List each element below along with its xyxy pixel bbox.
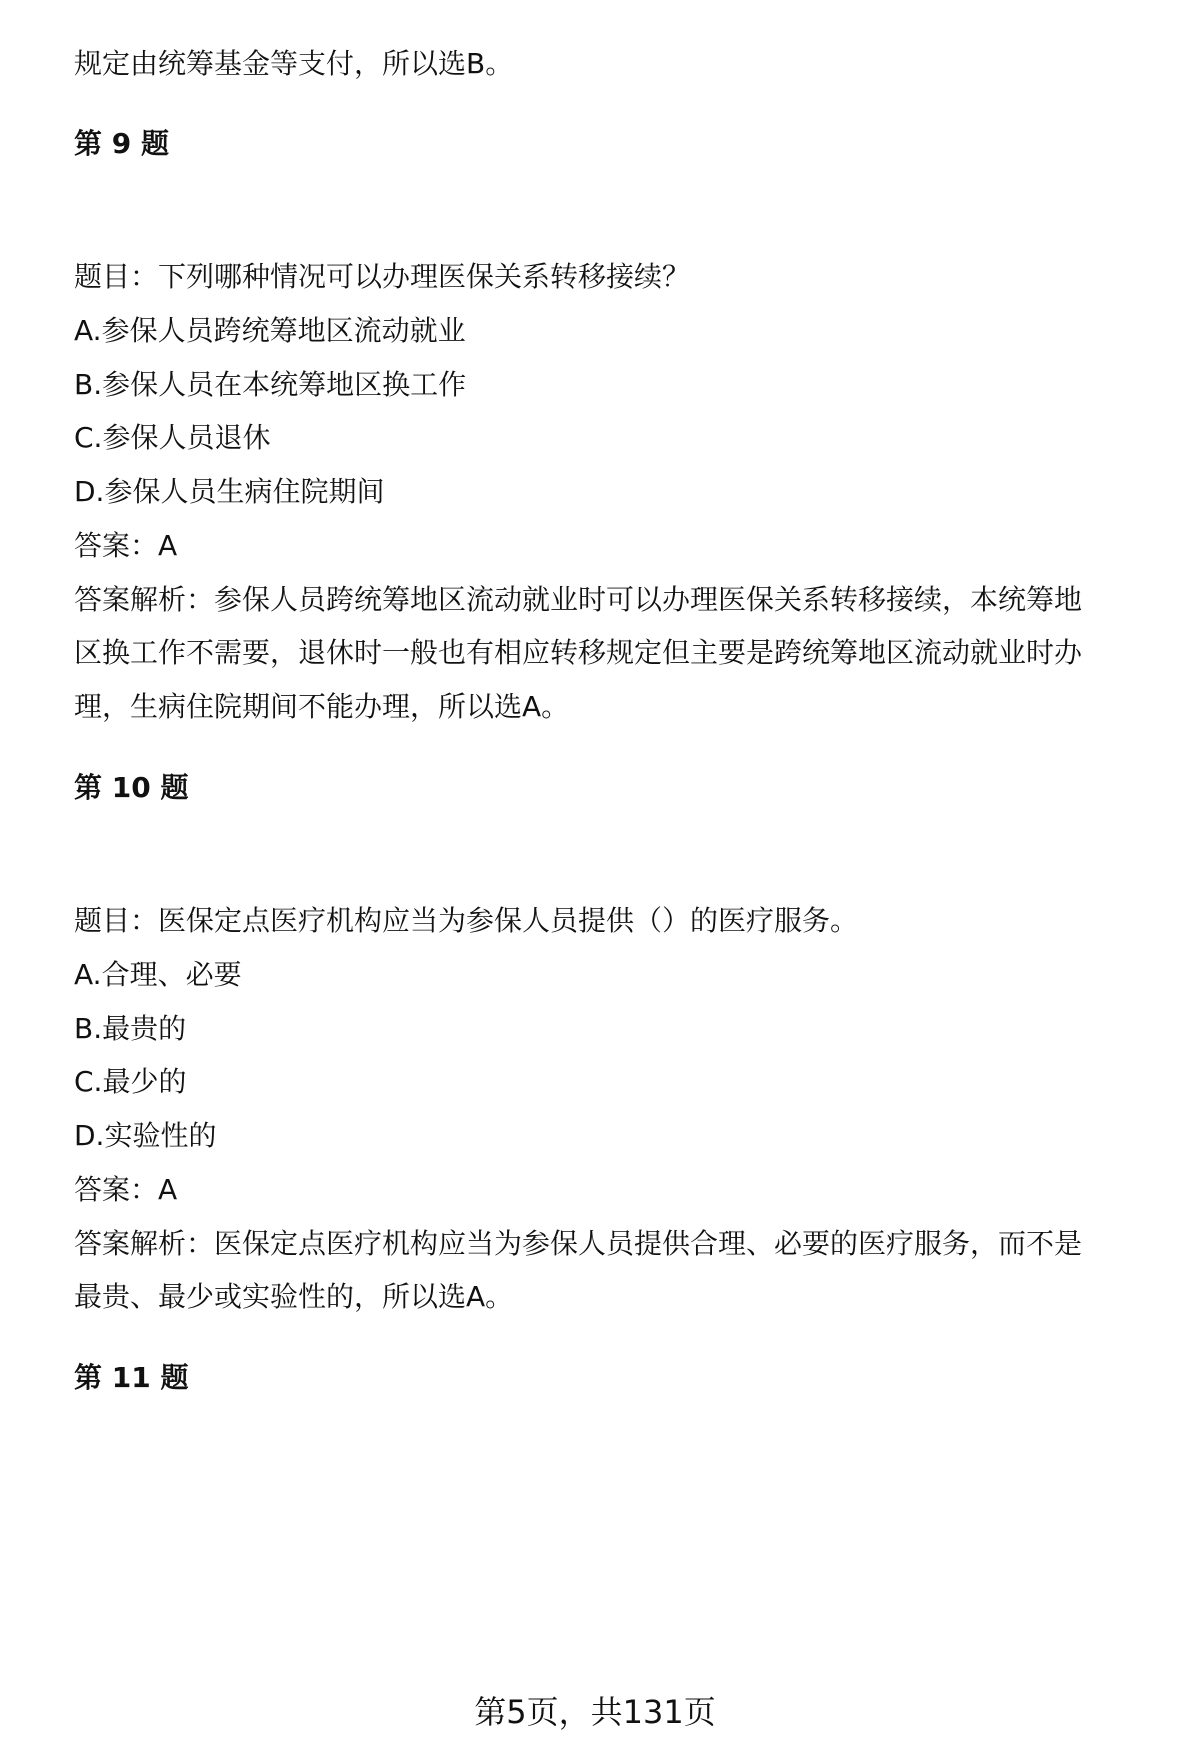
q9-option-a: A.参保人员跨统筹地区流动就业 bbox=[74, 314, 466, 347]
q11-heading: 第 11 题 bbox=[74, 1361, 189, 1394]
q10-answer: 答案：A bbox=[74, 1173, 178, 1206]
q10-heading: 第 10 题 bbox=[74, 771, 189, 804]
lead-line: 规定由统筹基金等支付，所以选B。 bbox=[74, 47, 514, 80]
q9-heading: 第 9 题 bbox=[74, 127, 169, 160]
q9-option-d: D.参保人员生病住院期间 bbox=[74, 475, 385, 508]
q9-analysis-line-3: 理，生病住院期间不能办理，所以选A。 bbox=[74, 690, 570, 723]
q9-question: 题目：下列哪种情况可以办理医保关系转移接续？ bbox=[74, 260, 691, 293]
q10-analysis-line-2: 最贵、最少或实验性的，所以选A。 bbox=[74, 1280, 514, 1313]
q10-option-b: B.最贵的 bbox=[74, 1012, 187, 1045]
q9-answer: 答案：A bbox=[74, 529, 178, 562]
q10-analysis-line-1: 答案解析：医保定点医疗机构应当为参保人员提供合理、必要的医疗服务，而不是 bbox=[74, 1227, 1083, 1260]
q10-option-c: C.最少的 bbox=[74, 1065, 187, 1098]
q10-question: 题目：医保定点医疗机构应当为参保人员提供（）的医疗服务。 bbox=[74, 904, 859, 937]
q9-analysis-line-2: 区换工作不需要，退休时一般也有相应转移规定但主要是跨统筹地区流动就业时办 bbox=[74, 636, 1083, 669]
q10-option-d: D.实验性的 bbox=[74, 1119, 217, 1152]
q10-option-a: A.合理、必要 bbox=[74, 958, 242, 991]
q9-option-b: B.参保人员在本统筹地区换工作 bbox=[74, 368, 467, 401]
q9-analysis-line-1: 答案解析：参保人员跨统筹地区流动就业时可以办理医保关系转移接续，本统筹地 bbox=[74, 583, 1083, 616]
page-footer: 第5页，共131页 bbox=[474, 1693, 716, 1731]
q9-option-c: C.参保人员退休 bbox=[74, 421, 271, 454]
